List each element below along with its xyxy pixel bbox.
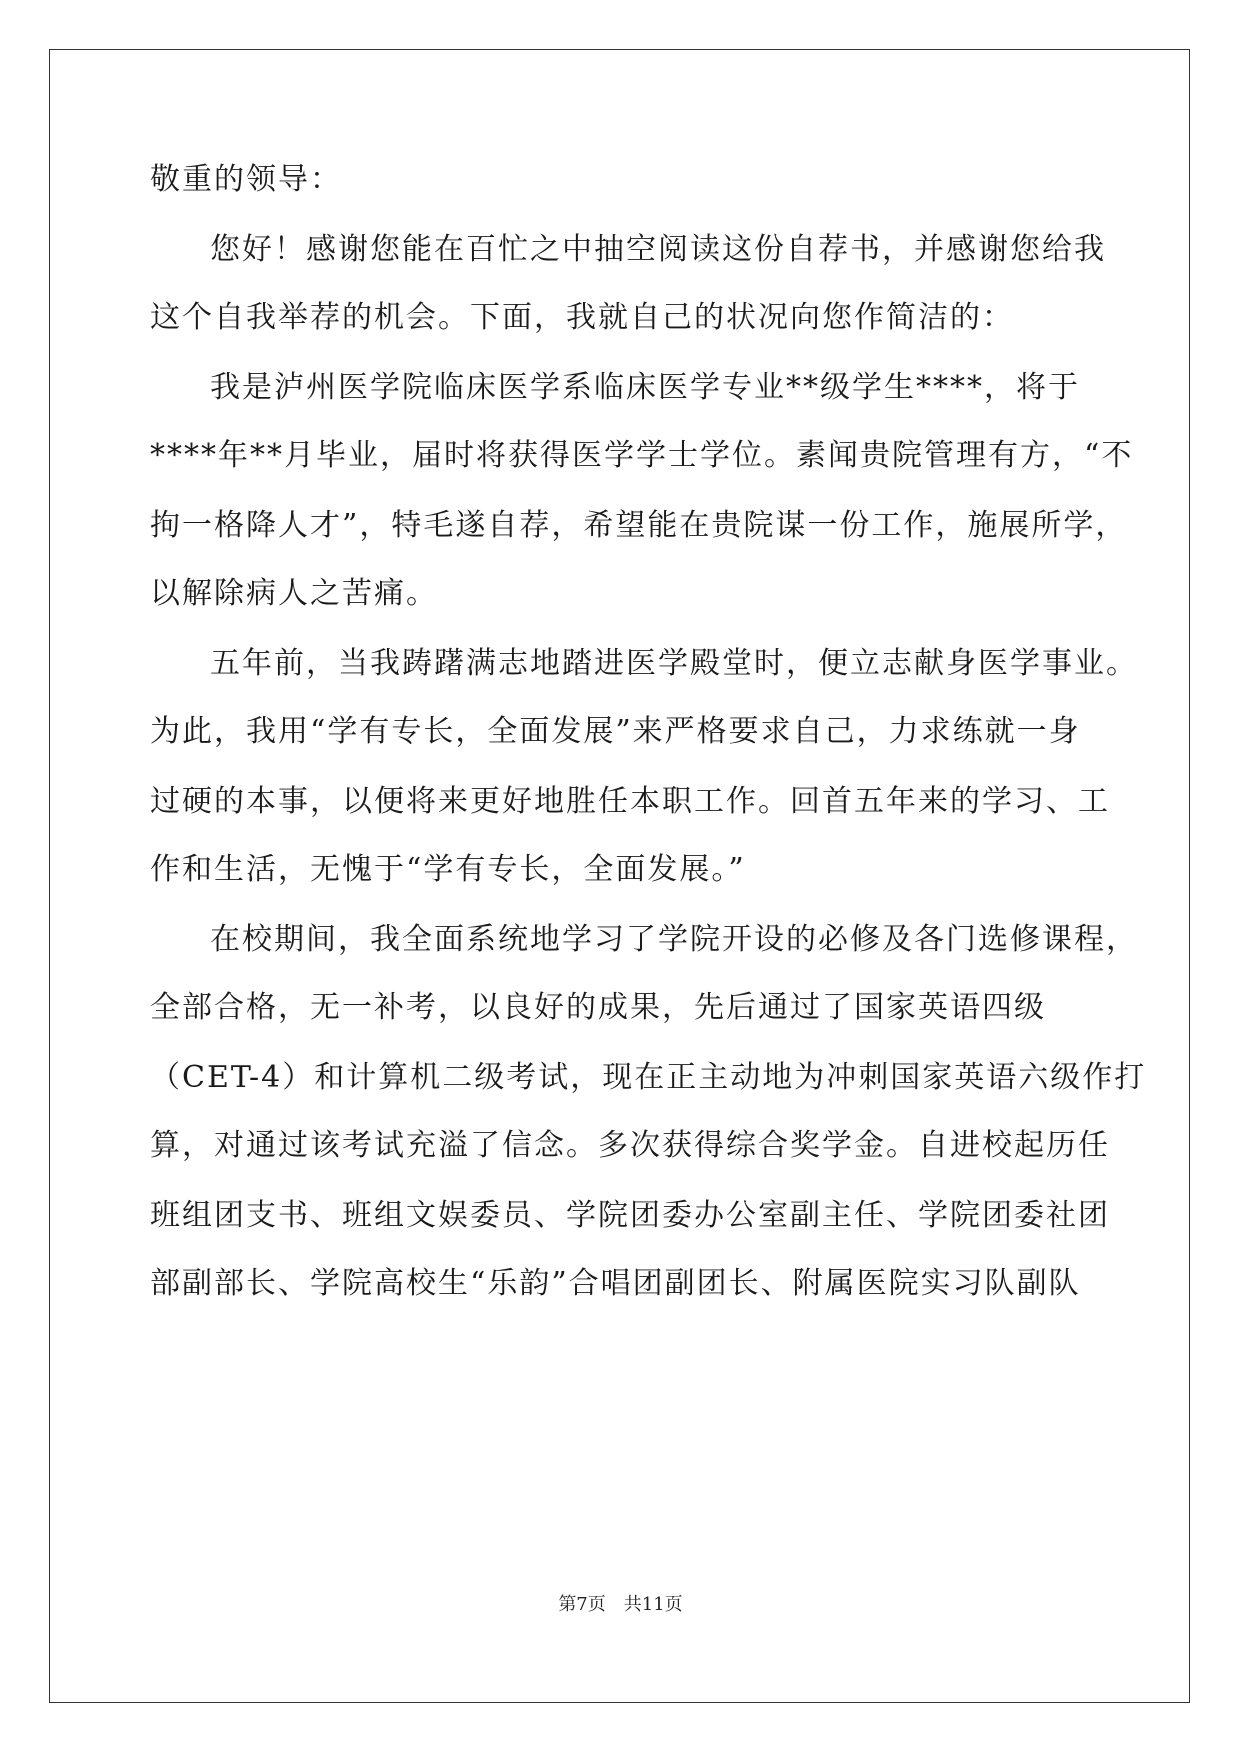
text-line: 过硬的本事，以便将来更好地胜任本职工作。回首五年来的学习、工 — [150, 784, 1110, 819]
text-line: 这个自我举荐的机会。下面，我就自己的状况向您作简洁的： — [150, 300, 1014, 335]
text-line: 在校期间，我全面系统地学习了学院开设的必修及各门选修课程， — [210, 922, 1138, 957]
text-line: 全部合格，无一补考，以良好的成果，先后通过了国家英语四级 — [150, 990, 1046, 1025]
text-line: 部副部长、学院高校生“乐韵”合唱团副团长、附属医院实习队副队 — [150, 1266, 1081, 1301]
text-line: 以解除病人之苦痛。 — [150, 576, 438, 611]
text-line: 拘一格降人才”，特毛遂自荐，希望能在贵院谋一份工作，施展所学， — [150, 508, 1128, 543]
text-line: 您好！感谢您能在百忙之中抽空阅读这份自荐书，并感谢您给我 — [210, 232, 1106, 267]
text-line: 五年前，当我踌躇满志地踏进医学殿堂时，便立志献身医学事业。 — [210, 646, 1138, 681]
salutation: 敬重的领导： — [150, 162, 342, 197]
text-line: ****年**月毕业，届时将获得医学学士学位。素闻贵院管理有方，“不 — [150, 438, 1134, 473]
text-line: 班组团支书、班组文娱委员、学院团委办公室副主任、学院团委社团 — [150, 1198, 1110, 1233]
text-line: 为此，我用“学有专长，全面发展”来严格要求自己，力求练就一身 — [150, 714, 1081, 749]
text-line: 算，对通过该考试充溢了信念。多次获得综合奖学金。自进校起历任 — [150, 1128, 1110, 1163]
text-line: 作和生活，无愧于“学有专长，全面发展。” — [150, 852, 746, 887]
text-line: （CET-4）和计算机二级考试，现在正主动地为冲刺国家英语六级作打 — [150, 1060, 1147, 1095]
text-line: 我是泸州医学院临床医学系临床医学专业**级学生****，将于 — [210, 370, 1080, 405]
page-number: 第7页 共11页 — [558, 1594, 683, 1615]
